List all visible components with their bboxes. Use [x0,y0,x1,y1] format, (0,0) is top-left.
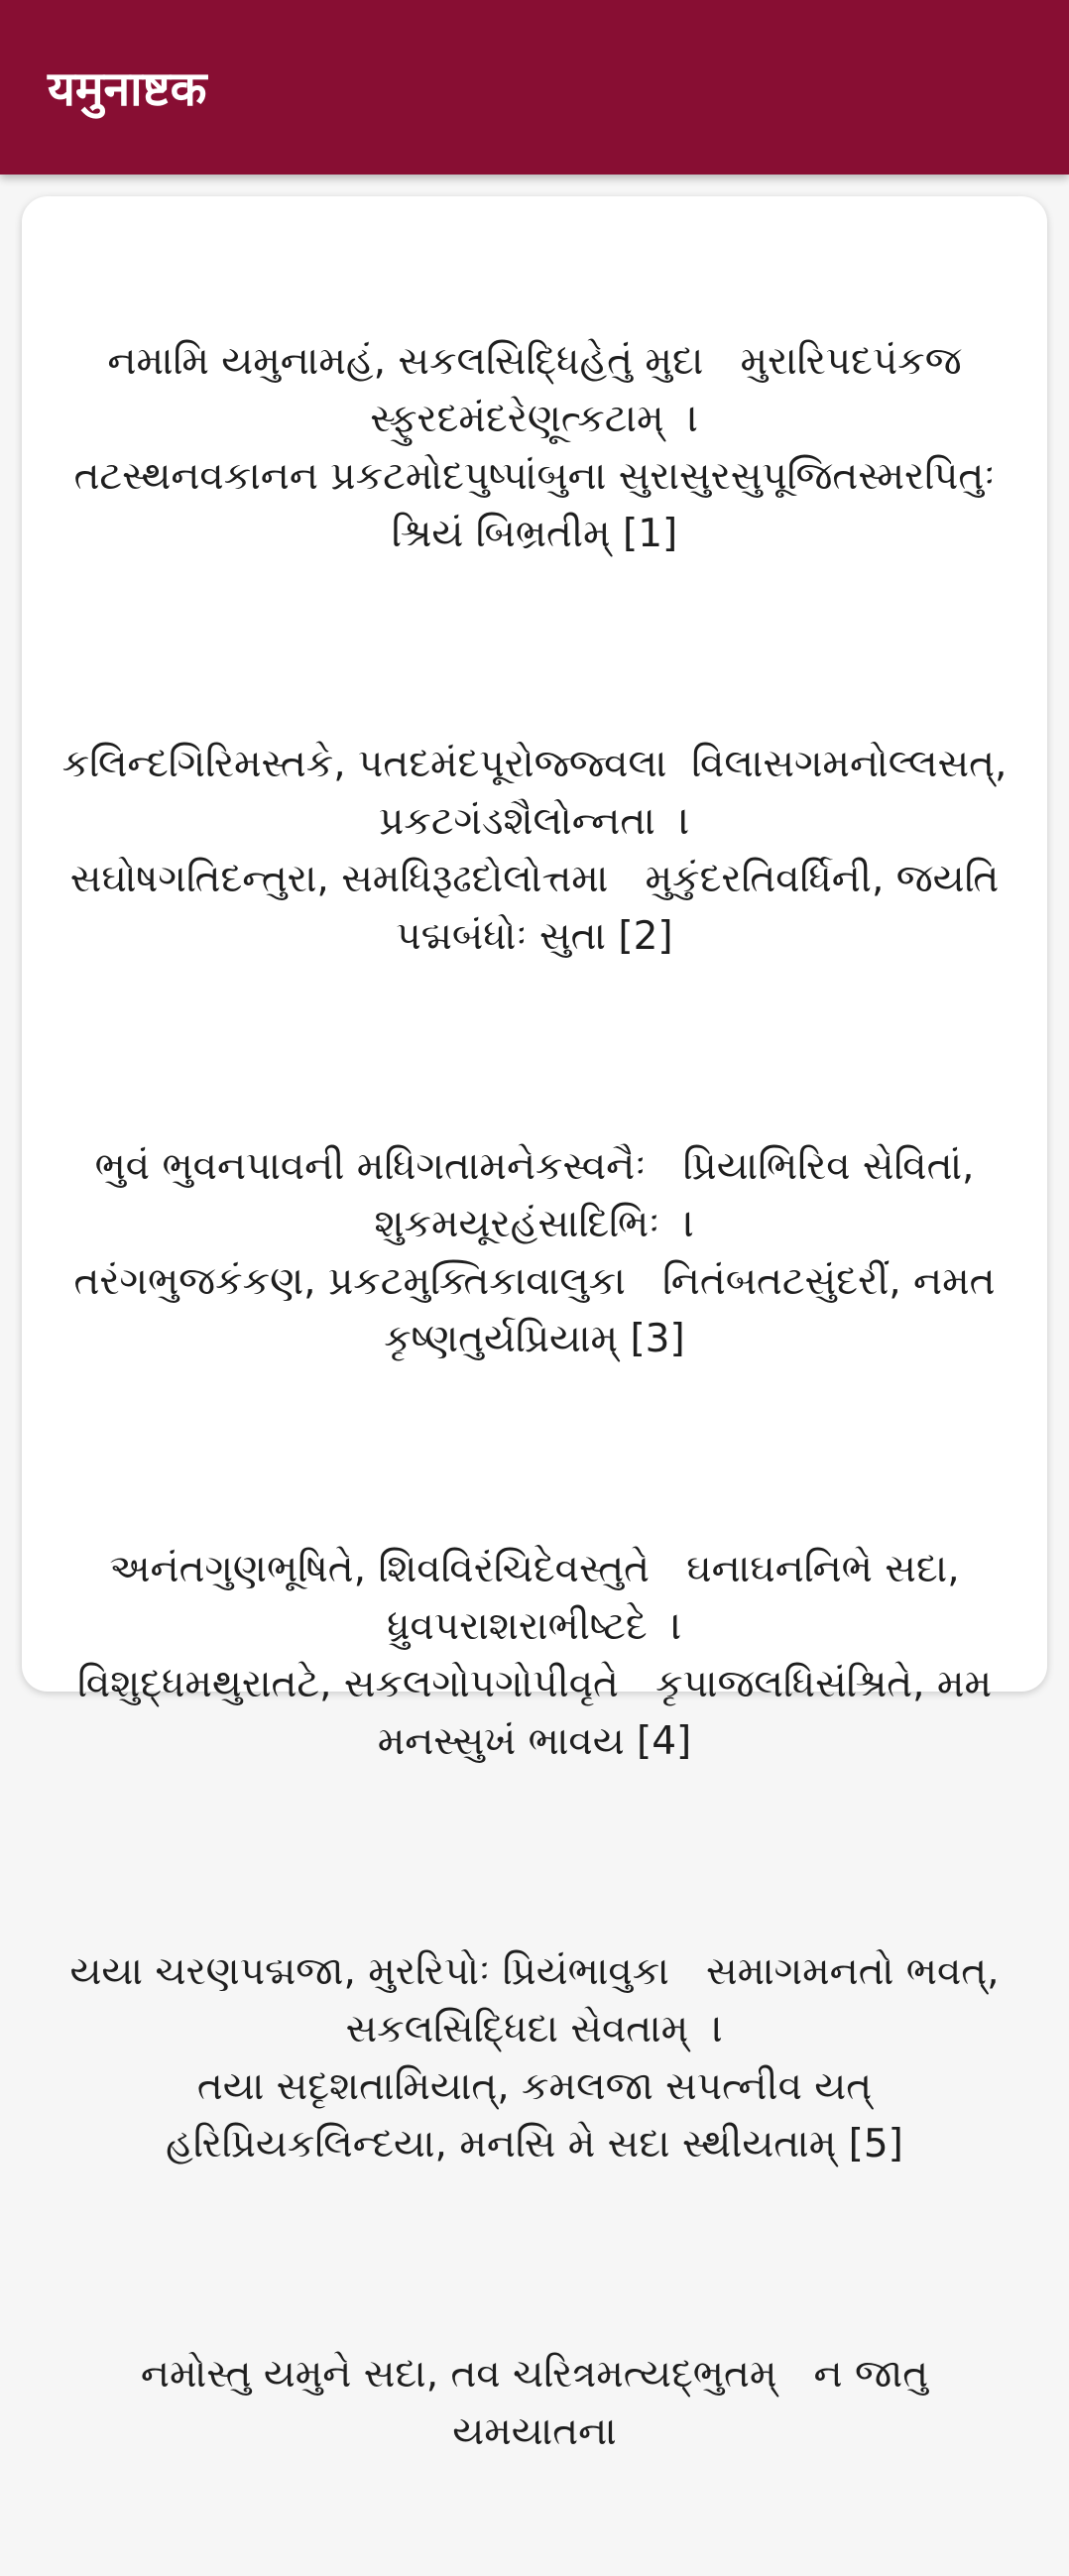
content-card[interactable] [22,196,1047,2454]
page-title: यमुनाष्टक [48,61,207,117]
stanza-2: કલિન્દગિરિમસ્તકે, પતદમંદપૂરોજ્જ્વલા વિલાસગમનોલ્લસત્, પ્રકટગંડશૈલોન્નતા । સઘોષગતિદન્તુરા, સમધિરૂઢદોલોત્તમા મુકુંદરતિવર્ધિની, જયતિ પદ્મબંધોઃ સુતા [2] [61,742,1008,959]
app-bar [0,0,1069,175]
stanza-1: નમામિ યમુનામહં, સકલસિદ્ધિહેતું મુદા મુરારિપદપંકજ સ્ફુરદમંદરેણૂત્કટામ્ । તટસ્થનવકાનન પ્રકટમોદપુષ્પાંબુના સુરાસુરસુપૂજિતસ્મરપિતુઃ શ્રિયં બિભ્રતીમ્ [1] [73,339,996,556]
stanza-list [61,218,1008,2576]
stanza-5: યયા ચરણપદ્મજા, મુરરિપોઃ પ્રિયંભાવુકા સમાગમનતો ભવત્, સકલસિદ્ધિદા સેવતામ્ । તયા સદૃશતામિયાત્, કમલજા સપત્નીવ યત્ હરિપ્રિયકલિન્દયા, મનસિ મે સદા સ્થીયતામ્ [5] [69,1949,1000,2166]
stanza-4: અનંતગુણભૂષિતે, શિવવિરંચિદેવસ્તુતે ઘનાઘનનિભે સદા, ધ્રુવપરાશરાભીષ્ટદે । વિશુદ્ધમથુરાતટે, સકલગોપગોપીવૃતે કૃપાજલધિસંશ્રિતે, મમ મનસ્સુખં ભાવય [4] [77,1547,992,1764]
stanza-6: નમોસ્તુ યમુને સદા, તવ ચરિત્રમત્યદ્ભુતમ્ ન જાતુ યમયાતના [140,2352,941,2454]
stanza-3: ભુવં ભુવનપાવની મધિગતામનેકસ્વનૈઃ પ્રિયાભિરિવ સેવિતાં, શુકમયૂરહંસાદિભિઃ । તરંગભુજકંકણ, પ્રકટમુક્તિકાવાલુકા નિતંબતટસુંદરીં, નમત કૃષ્ણતુર્યપ્રિયામ્ [3] [73,1144,996,1361]
